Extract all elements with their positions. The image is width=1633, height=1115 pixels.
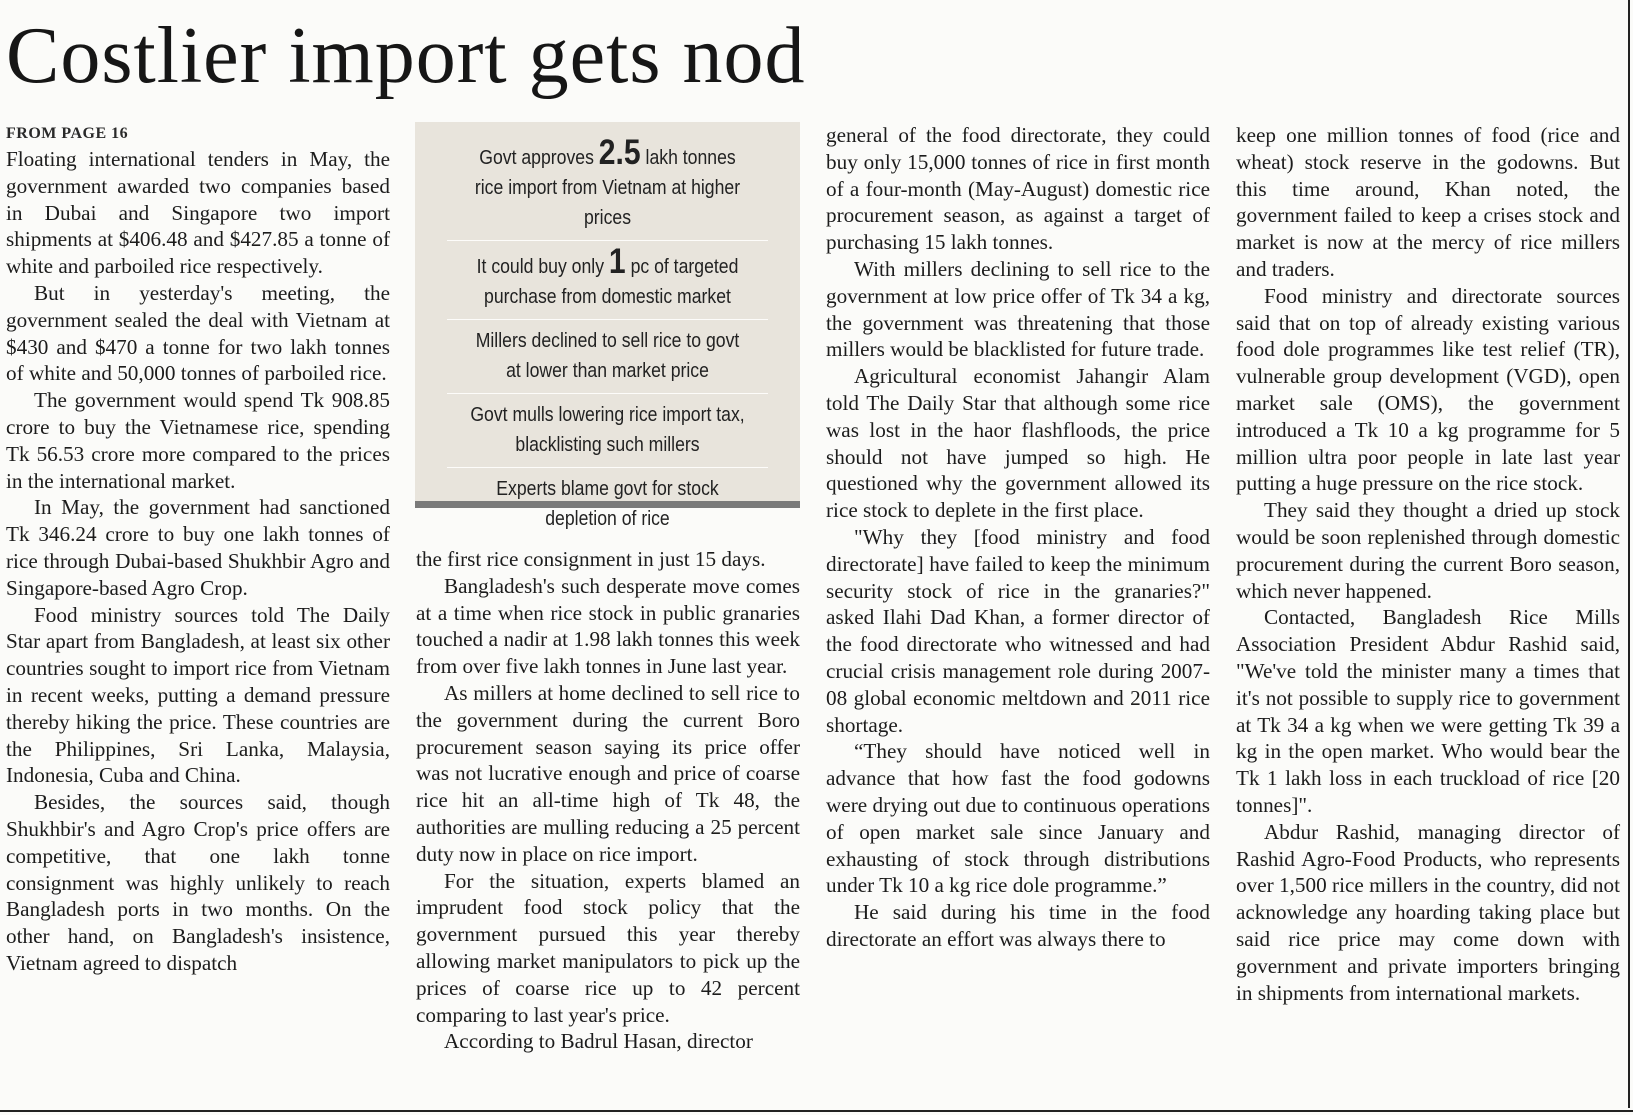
paragraph: Food ministry sources told The Daily Star apart from Bangladesh, at least six other countries sought to import rice from Vietnam in recent weeks, putting a demand pressure thereby hiking the price. These countries are the Philippines, Sri Lanka, Malaysia, Indonesia, Cuba and China. [6,602,390,788]
paragraph: With millers declining to sell rice to the government at low price offer of Tk 34 a kg, the government was threatening that those millers would be blacklisted for future trade. [826,256,1210,362]
paragraph: According to Badrul Hasan, director [444,1029,753,1054]
highlight-item [466,394,749,467]
paragraph: Contacted, Bangladesh Rice Mills Association President Abdur Rashid said, "We've told the minister many a times that it's not possible to supply rice to government at Tk 34 a kg when we were getting Tk 39 a kg in the open market. Who would bear the Tk 1 lakh loss in each truckload of rice [20 tonnes]". [1236,605,1620,817]
paragraph: In May, the government had sanctioned Tk 346.24 crore to buy one lakh tonnes of rice through Dubai-based Shukhbir Agro and Singapore-based Agro Crop. [6,495,390,600]
right-border-rule [1628,0,1630,1108]
highlight-number: 2.5 [598,133,641,172]
highlight-item [466,132,749,240]
highlight-text: Govt mulls lowering rice import tax, blacklisting such millers [470,403,745,456]
paragraph: The government would spend Tk 908.85 crore to buy the Vietnamese rice, spending Tk 56.53 crore more compared to the prices in the international market. [6,388,390,493]
article-column-2 [416,546,800,1055]
highlight-text: Govt approves [479,146,599,169]
paragraph: “They should have noticed well in advance that how fast the food godowns were drying out due to continuous operations of open market sale since January and exhausting of stock through distributions under Tk 10 a kg rice dole programme.” [826,739,1210,898]
paragraph: Besides, the sources said, though Shukhbir's and Agro Crop's price offers are competitive, that one lakh tonne consignment was highly unlikely to reach Bangladesh ports in two months. On the other hand, on Bangladesh's insistence, Vietnam agreed to dispatch [6,790,390,975]
article-column-3 [826,122,1210,953]
bottom-border-rule [0,1110,1633,1112]
paragraph: But in yesterday's meeting, the government sealed the deal with Vietnam at $430 and $470 a tonne for two lakh tonnes of white and 50,000 tonnes of parboiled rice. [6,280,390,386]
article-column-1 [6,122,390,977]
highlight-text: It could buy only [476,255,609,278]
highlights-box [415,122,800,530]
highlight-item [466,241,749,319]
paragraph: Abdur Rashid, managing director of Rashid Agro-Food Products, who represents over 1,500 rice millers in the country, did not acknowledge any hoarding taking place but said rice price may come down with government and private importers bringing in shipments from international markets. [1236,819,1620,1005]
paragraph: Agricultural economist Jahangir Alam told The Daily Star that although some rice was lost in the haor flashfloods, the price should not have jumped so high. He questioned why the government allowed its rice stock to deplete in the first place. [826,364,1210,523]
paragraph: the first rice consignment in just 15 days. [416,547,766,571]
paragraph: Bangladesh's such desperate move comes at a time when rice stock in public granaries touched a nadir at 1.98 lakh tonnes this week from over five lakh tonnes in June last year. [416,573,800,679]
highlight-text: pc of targeted purchase from domestic market [484,255,739,308]
highlight-item [466,320,749,393]
paragraph: He said during his time in the food directorate an effort was always there to [826,900,1210,951]
headline: Costlier import gets nod [6,12,806,100]
paragraph: They said they thought a dried up stock would be soon replenished through domestic procurement during the current Boro season, which never happened. [1236,498,1620,603]
paragraph: Food ministry and directorate sources said that on top of already existing various food dole programmes like test relief (TR), vulnerable group development (VGD), open market sale (OMS), the government introduced a Tk 10 a kg programme for 5 million ultra poor people in late last year putting a huge pressure on the rice stock. [1236,283,1620,496]
paragraph: keep one million tonnes of food (rice and wheat) stock reserve in the godowns. But this time around, Khan noted, the government failed to keep a crises stock and market is now at the mercy of rice millers and traders. [1236,123,1620,281]
paragraph: Floating international tenders in May, the government awarded two companies based in Dubai and Singapore two import shipments at $406.48 and $427.85 a tonne of white and parboiled rice respectively. [6,147,390,279]
highlight-item [466,468,749,541]
article-column-4 [1236,122,1620,1006]
paragraph: As millers at home declined to sell rice to the government during the current Boro procurement season saying its price offer was not lucrative enough and price of coarse rice hit an all-time high of Tk 48, the authorities are mulling reducing a 25 percent duty now in place on rice import. [416,680,800,866]
highlight-text: lakh tonnes rice import from Vietnam at higher prices [474,146,741,229]
from-page-label: FROM PAGE 16 [6,125,129,142]
highlight-text: Experts blame govt for stock depletion of rice [496,477,719,530]
paragraph: "Why they [food ministry and food directorate] have failed to keep the minimum security stock of rice in the granaries?" asked Ilahi Dad Khan, a former director of the food directorate who witnessed and had crucial crisis management role during 2007-08 global economic meltdown and 2011 rice shortage. [826,524,1210,737]
highlight-number: 1 [608,242,626,281]
paragraph: For the situation, experts blamed an imprudent food stock policy that the government pursued this year thereby allowing market manipulators to pick up the prices of coarse rice up to 42 percent comparing to last year's price. [416,868,800,1027]
paragraph: general of the food directorate, they could buy only 15,000 tonnes of rice in first month of a four-month (May-August) domestic rice procurement season, as against a target of purchasing 15 lakh tonnes. [826,123,1210,255]
highlight-text: Millers declined to sell rice to govt at lower than market price [475,329,740,382]
